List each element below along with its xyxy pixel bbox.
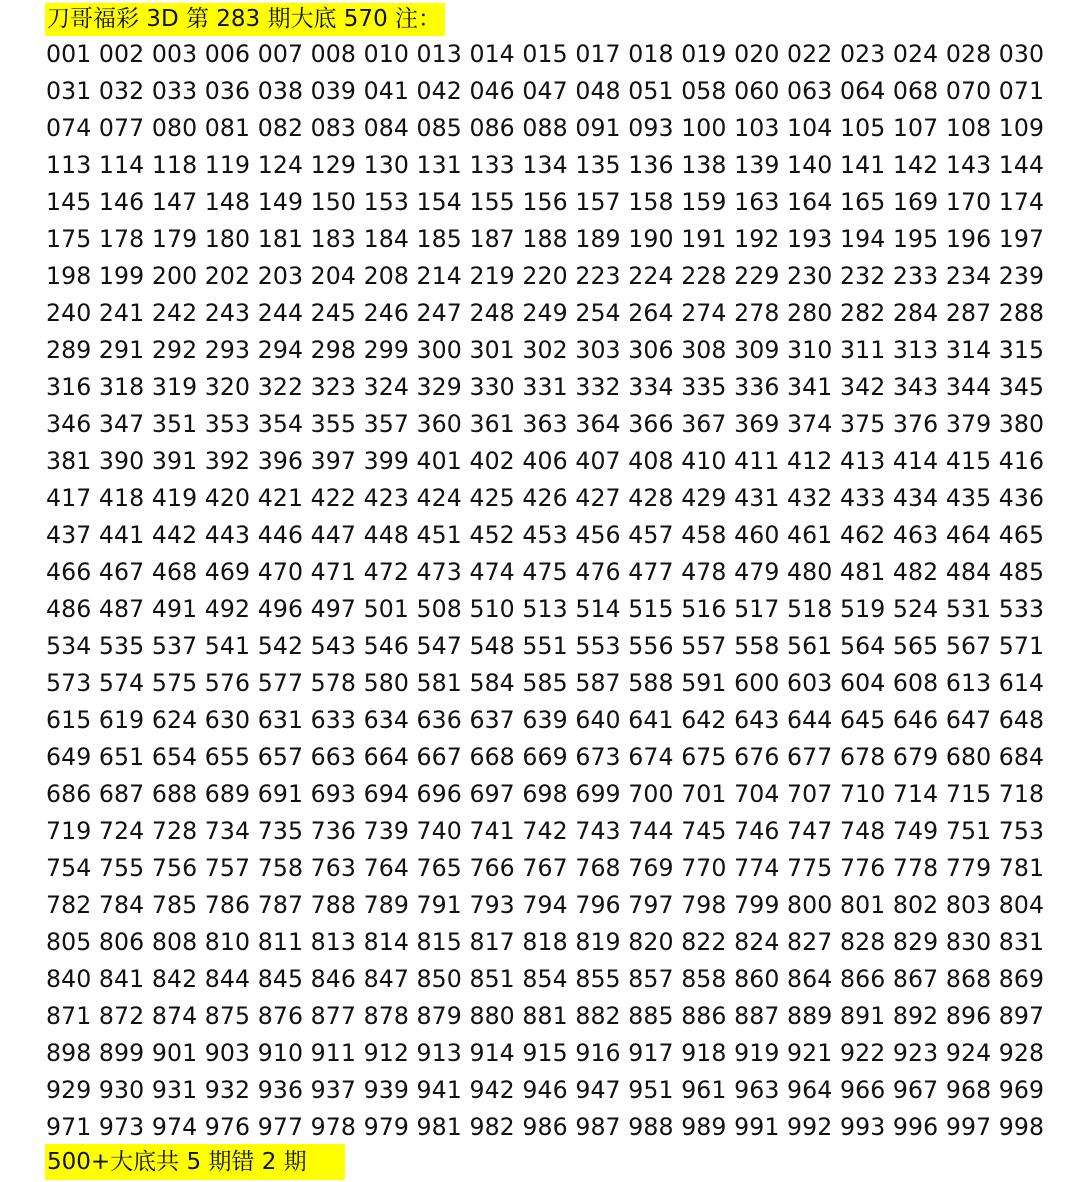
- number-line: 466 467 468 469 470 471 472 473 474 475 476 477 478 479 480 481 482 484 485: [46, 558, 1045, 586]
- number-list: [46, 36, 1045, 1146]
- number-line: 615 619 624 630 631 633 634 636 637 639 640 641 642 643 644 645 646 647 648: [46, 706, 1045, 734]
- number-line: 719 724 728 734 735 736 739 740 741 742 743 744 745 746 747 748 749 751 753: [46, 817, 1045, 845]
- number-line: 971 973 974 976 977 978 979 981 982 986 987 988 989 991 992 993 996 997 998: [46, 1113, 1045, 1141]
- number-line: 113 114 118 119 124 129 130 131 133 134 135 136 138 139 140 141 142 143 144: [46, 151, 1045, 179]
- number-line: 486 487 491 492 496 497 501 508 510 513 514 515 516 517 518 519 524 531 533: [46, 595, 1045, 623]
- number-line: 074 077 080 081 082 083 084 085 086 088 091 093 100 103 104 105 107 108 109: [46, 114, 1045, 142]
- number-line: 145 146 147 148 149 150 153 154 155 156 157 158 159 163 164 165 169 170 174: [46, 188, 1045, 216]
- number-line: 316 318 319 320 322 323 324 329 330 331 332 334 335 336 341 342 343 344 345: [46, 373, 1045, 401]
- number-line: 686 687 688 689 691 693 694 696 697 698 699 700 701 704 707 710 714 715 718: [46, 780, 1045, 808]
- footer-note: 500+大底共 5 期错 2 期: [45, 1144, 345, 1180]
- number-line: 031 032 033 036 038 039 041 042 046 047 048 051 058 060 063 064 068 070 071: [46, 77, 1045, 105]
- number-line: 754 755 756 757 758 763 764 765 766 767 768 769 770 774 775 776 778 779 781: [46, 854, 1045, 882]
- number-line: 001 002 003 006 007 008 010 013 014 015 017 018 019 020 022 023 024 028 030: [46, 40, 1045, 68]
- number-line: 649 651 654 655 657 663 664 667 668 669 673 674 675 676 677 678 679 680 684: [46, 743, 1045, 771]
- page-title: 刀哥福彩 3D 第 283 期大底 570 注：: [45, 3, 445, 36]
- number-line: 437 441 442 443 446 447 448 451 452 453 456 457 458 460 461 462 463 464 465: [46, 521, 1045, 549]
- number-line: 929 930 931 932 936 937 939 941 942 946 947 951 961 963 964 966 967 968 969: [46, 1076, 1045, 1104]
- number-line: 805 806 808 810 811 813 814 815 817 818 819 820 822 824 827 828 829 830 831: [46, 928, 1045, 956]
- number-line: 381 390 391 392 396 397 399 401 402 406 407 408 410 411 412 413 414 415 416: [46, 447, 1045, 475]
- number-line: 417 418 419 420 421 422 423 424 425 426 427 428 429 431 432 433 434 435 436: [46, 484, 1045, 512]
- number-line: 782 784 785 786 787 788 789 791 793 794 796 797 798 799 800 801 802 803 804: [46, 891, 1045, 919]
- number-line: 289 291 292 293 294 298 299 300 301 302 303 306 308 309 310 311 313 314 315: [46, 336, 1045, 364]
- number-line: 898 899 901 903 910 911 912 913 914 915 916 917 918 919 921 922 923 924 928: [46, 1039, 1045, 1067]
- number-line: 573 574 575 576 577 578 580 581 584 585 587 588 591 600 603 604 608 613 614: [46, 669, 1045, 697]
- number-line: 175 178 179 180 181 183 184 185 187 188 189 190 191 192 193 194 195 196 197: [46, 225, 1045, 253]
- number-line: 198 199 200 202 203 204 208 214 219 220 223 224 228 229 230 232 233 234 239: [46, 262, 1045, 290]
- number-line: 240 241 242 243 244 245 246 247 248 249 254 264 274 278 280 282 284 287 288: [46, 299, 1045, 327]
- number-line: 346 347 351 353 354 355 357 360 361 363 364 366 367 369 374 375 376 379 380: [46, 410, 1045, 438]
- number-line: 871 872 874 875 876 877 878 879 880 881 882 885 886 887 889 891 892 896 897: [46, 1002, 1045, 1030]
- number-line: 840 841 842 844 845 846 847 850 851 854 855 857 858 860 864 866 867 868 869: [46, 965, 1045, 993]
- number-line: 534 535 537 541 542 543 546 547 548 551 553 556 557 558 561 564 565 567 571: [46, 632, 1045, 660]
